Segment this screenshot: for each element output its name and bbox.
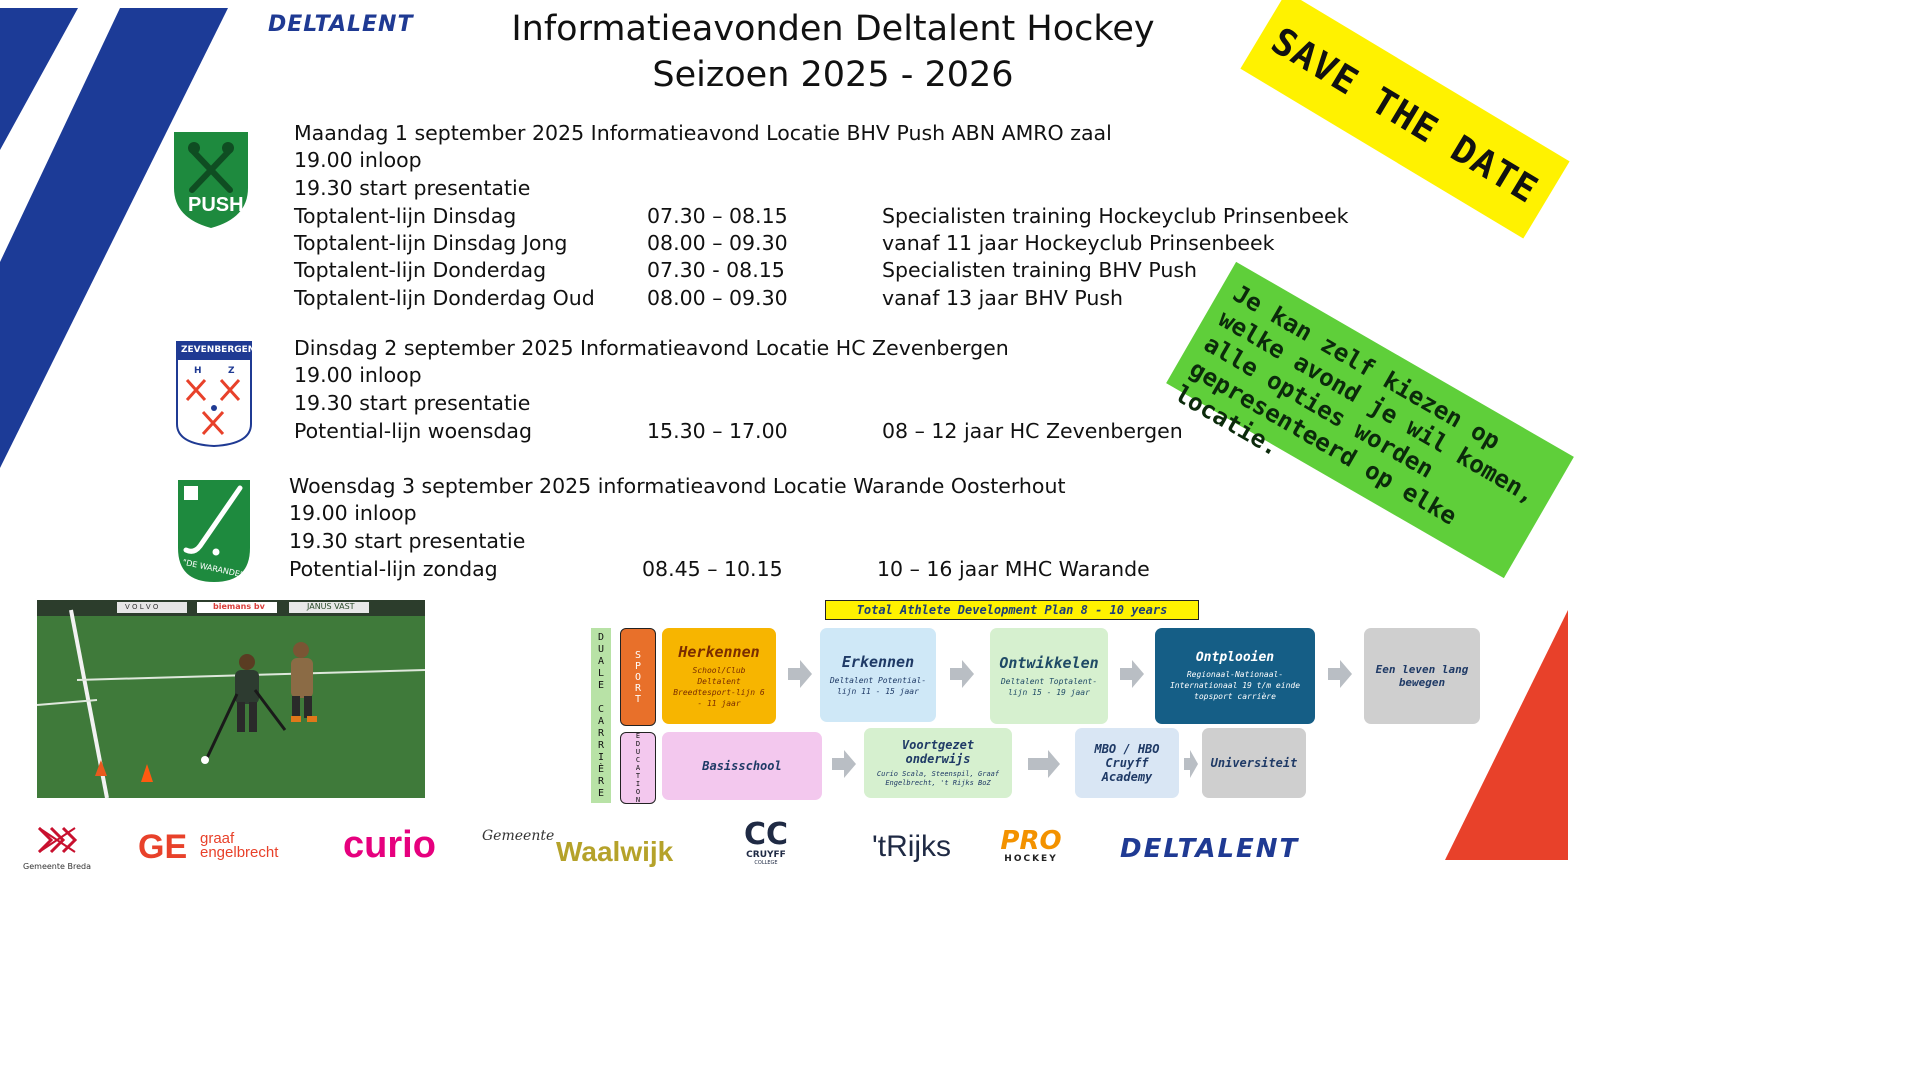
edu-mbo-hbo: MBO / HBO Cruyff Academy — [1075, 728, 1179, 798]
session-2-start: 19.30 start presentatie — [294, 391, 531, 415]
push-club-logo: PUSH — [170, 128, 252, 234]
session-row-name: Potential-lijn woensdag — [294, 419, 532, 443]
cruyff-college-logo: CC CRUYFF COLLEGE — [743, 817, 789, 866]
session-1-inloop: 19.00 inloop — [294, 148, 422, 172]
gemeente-breda-logo: Gemeente Breda — [22, 822, 92, 871]
save-the-date-banner: SAVE THE DATE — [1240, 0, 1569, 239]
edu-universiteit: Universiteit — [1202, 728, 1306, 798]
stage-ontplooien: Ontplooien Regionaal-Nationaal-Internationaal 19 t/m einde topsport carrière — [1155, 628, 1315, 724]
session-row-time: 08.00 – 09.30 — [647, 231, 788, 255]
session-row-desc: Specialisten training Hockeyclub Prinsenbeek — [882, 204, 1349, 228]
choice-note: Je kan zelf kiezen op welke avond je wil komen, alle opties worden gepresenteerd op elke locatie. — [1166, 262, 1574, 578]
session-row-desc: vanaf 11 jaar Hockeyclub Prinsenbeek — [882, 231, 1275, 255]
session-row-name: Toptalent-lijn Donderdag Oud — [294, 286, 595, 310]
stage-ontwikkelen: Ontwikkelen Deltalent Toptalent-lijn 15 - 19 jaar — [990, 628, 1108, 724]
hockey-training-photo: V O L V O biemans bv JANUS VAST — [37, 600, 425, 798]
duale-carriere-label: DUALE CARRIÈRE — [591, 628, 611, 803]
session-2-heading: Dinsdag 2 september 2025 Informatieavond Locatie HC Zevenbergen — [294, 336, 1009, 360]
session-row-name: Toptalent-lijn Dinsdag — [294, 204, 517, 228]
session-row-desc: vanaf 13 jaar BHV Push — [882, 286, 1124, 310]
session-3-inloop: 19.00 inloop — [289, 501, 417, 525]
session-row-name: Toptalent-lijn Dinsdag Jong — [294, 231, 568, 255]
tad-title: Total Athlete Development Plan 8 - 10 years — [825, 600, 1199, 620]
graaf-engelbrecht-logo: GE graaf engelbrecht — [138, 828, 279, 866]
pro-hockey-logo: PRO HOCKEY — [1000, 826, 1062, 864]
page-title: Informatieavonden Deltalent Hockey Seizoen 2025 - 2026 — [511, 9, 1155, 95]
gemeente-waalwijk-logo: Gemeente Waalwijk — [482, 828, 674, 867]
warande-club-logo: "DE WARANDE" — [176, 478, 252, 588]
curio-logo: curio — [343, 824, 436, 866]
session-row-desc: Specialisten training BHV Push — [882, 258, 1198, 282]
edu-voortgezet-onderwijs: Voortgezet onderwijs Curio Scala, Steenspil, Graaf Engelbrecht, 't Rijks BoZ — [864, 728, 1012, 798]
session-1-start: 19.30 start presentatie — [294, 176, 531, 200]
edu-basisschool: Basisschool — [662, 732, 822, 800]
session-row-desc: 08 – 12 jaar HC Zevenbergen — [882, 419, 1183, 443]
session-1-heading: Maandag 1 september 2025 Informatieavond Locatie BHV Push ABN AMRO zaal — [294, 121, 1112, 145]
deltalent-footer-logo: DELTALENT — [1120, 834, 1300, 864]
session-3-heading: Woensdag 3 september 2025 informatieavond Locatie Warande Oosterhout — [289, 474, 1066, 498]
stage-een-leven-lang-bewegen: Een leven lang bewegen — [1364, 628, 1480, 724]
education-label: EDUCATION — [620, 732, 656, 804]
deltalent-logo: DELTALENT — [268, 12, 414, 37]
session-row-time: 08.00 – 09.30 — [647, 286, 788, 310]
flow-arrows — [780, 650, 1360, 780]
session-row-name: Toptalent-lijn Donderdag — [294, 258, 547, 282]
rijks-logo: 'tRijks — [872, 830, 952, 863]
stage-herkennen: Herkennen School/Club Deltalent Breedtesport-lijn 6 - 11 jaar — [662, 628, 776, 724]
session-row-desc: 10 – 16 jaar MHC Warande — [877, 557, 1150, 581]
session-2-inloop: 19.00 inloop — [294, 363, 422, 387]
session-row-time: 15.30 – 17.00 — [647, 419, 788, 443]
sport-label: SPORT — [620, 628, 656, 726]
stage-erkennen: Erkennen Deltalent Potential-lijn 11 - 15 jaar — [820, 628, 936, 722]
session-row-time: 07.30 – 08.15 — [647, 204, 788, 228]
session-row-time: 08.45 – 10.15 — [642, 557, 783, 581]
session-3-start: 19.30 start presentatie — [289, 529, 526, 553]
session-row-time: 07.30 - 08.15 — [647, 258, 785, 282]
zevenbergen-club-logo: ZEVENBERGEN H Z — [175, 340, 253, 452]
session-row-name: Potential-lijn zondag — [289, 557, 498, 581]
